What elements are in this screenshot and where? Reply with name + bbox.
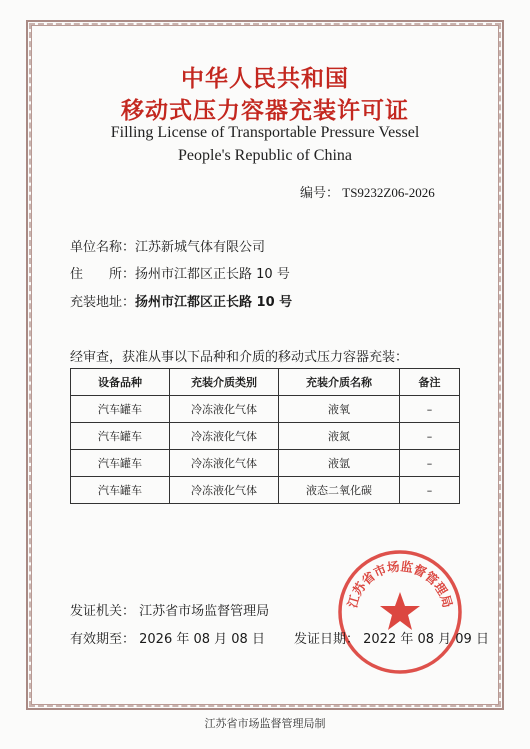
cell-medium-category: 冷冻液化气体	[170, 396, 279, 423]
cell-medium-name: 液氮	[279, 423, 400, 450]
cell-remarks: –	[400, 450, 460, 477]
issue-date: 发证日期： 2022 年 08 月 09 日	[294, 632, 489, 647]
cell-medium-name: 液态二氧化碳	[279, 477, 400, 504]
certificate-number: 编号： TS9232Z06-2026	[300, 185, 435, 200]
cell-medium-name: 液氩	[279, 450, 400, 477]
approval-statement: 经审查，获准从事以下品种和介质的移动式压力容器充装：	[70, 350, 409, 365]
cell-equipment: 汽车罐车	[71, 396, 170, 423]
footer-maker: 江苏省市场监督管理局制	[204, 717, 326, 730]
filling-address-row	[70, 291, 292, 310]
cell-equipment: 汽车罐车	[71, 423, 170, 450]
title-en-line1: Filling License of Transportable Pressure Vessel	[110, 124, 420, 141]
header-remarks: 备注	[400, 369, 460, 396]
unit-name-value: 江苏新城气体有限公司	[135, 240, 266, 255]
address-value: 扬州市江都区正长路 10 号	[135, 267, 290, 282]
issuing-authority: 发证机关： 江苏省市场监督管理局	[70, 604, 270, 619]
table-header-row	[71, 369, 460, 396]
header-medium-category: 充装介质类别	[170, 369, 279, 396]
cell-medium-category: 冷冻液化气体	[170, 423, 279, 450]
official-seal-icon	[336, 548, 464, 676]
seal-text: 江苏省市场监督管理局	[344, 558, 456, 610]
title-cn-line1: 中华人民共和国	[181, 66, 349, 92]
table-row	[71, 423, 460, 450]
filling-address-value: 扬州市江都区正长路 10 号	[135, 295, 293, 310]
cell-remarks: –	[400, 396, 460, 423]
valid-until: 有效期至： 2026 年 08 月 08 日	[70, 632, 265, 647]
cell-medium-category: 冷冻液化气体	[170, 450, 279, 477]
title-en-line2: People's Republic of China	[178, 147, 352, 164]
cell-remarks: –	[400, 477, 460, 504]
table-row	[71, 450, 460, 477]
cell-remarks: –	[400, 423, 460, 450]
unit-name-label: 单位名称：	[70, 240, 136, 255]
title-cn-line2: 移动式压力容器充装许可证	[121, 98, 409, 124]
table-row	[71, 477, 460, 504]
cell-equipment: 汽车罐车	[71, 450, 170, 477]
filling-address-label: 充装地址：	[70, 295, 136, 310]
cell-medium-category: 冷冻液化气体	[170, 477, 279, 504]
unit-name-row	[70, 236, 265, 255]
table-row	[71, 396, 460, 423]
cell-equipment: 汽车罐车	[71, 477, 170, 504]
header-equipment: 设备品种	[71, 369, 170, 396]
address-label: 住 所：	[70, 267, 136, 282]
address-row	[70, 263, 290, 282]
cell-medium-name: 液氧	[279, 396, 400, 423]
header-medium-name: 充装介质名称	[279, 369, 400, 396]
filling-scope-table	[70, 368, 460, 504]
